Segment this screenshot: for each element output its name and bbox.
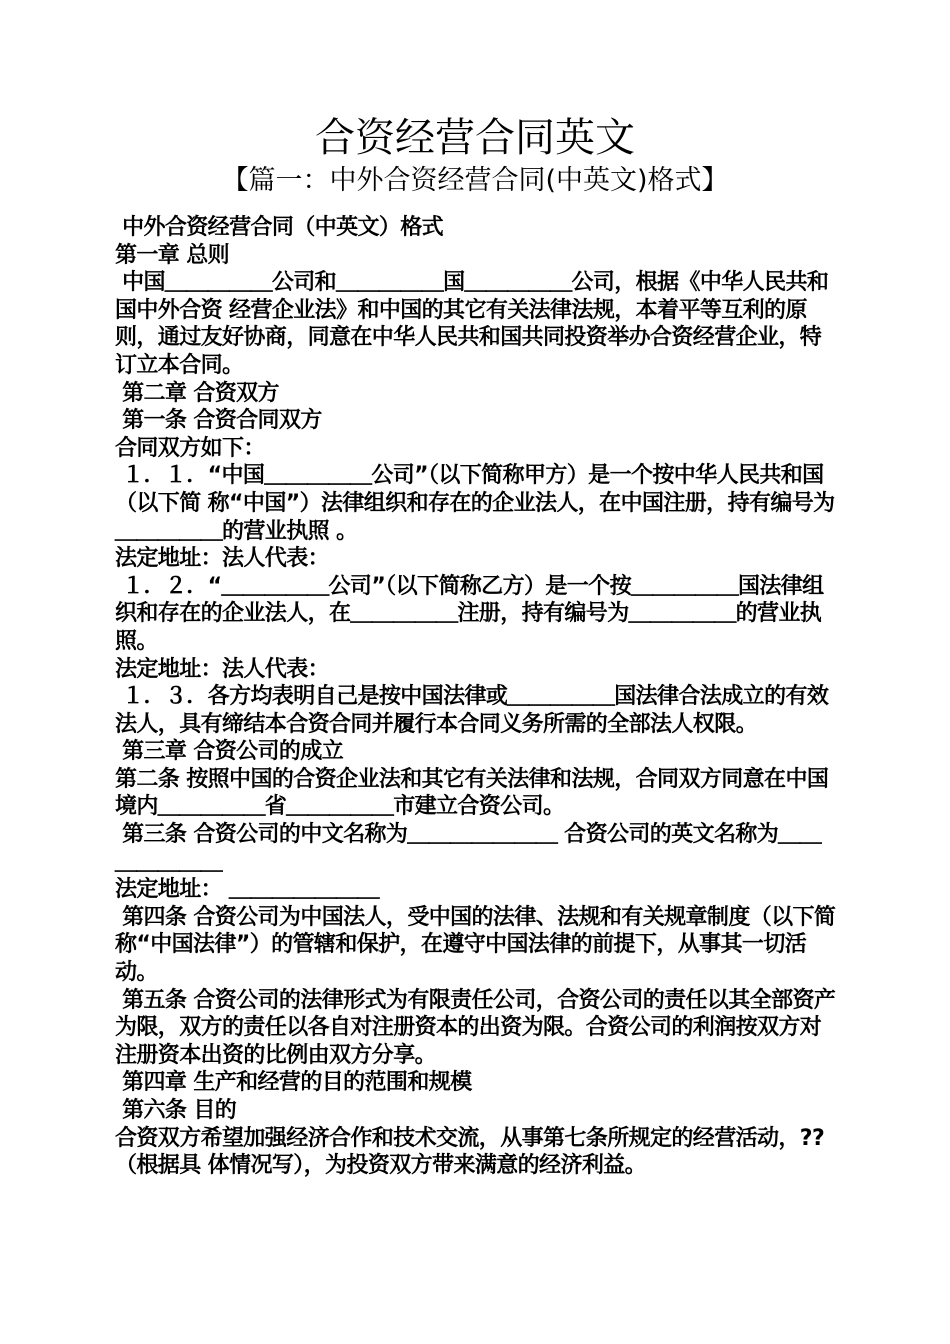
article-heading: 第六条 目的 [115, 1098, 237, 1123]
body-paragraph: 法定地址： ＿＿＿＿＿＿＿ [115, 877, 379, 903]
chapter-heading: 第三章 合资公司的成立 [115, 739, 344, 765]
body-paragraph: 法定地址：法人代表： [115, 546, 330, 572]
article-heading: 第一条 合资合同双方 [115, 408, 322, 434]
article-paragraph: 第四条 合资公司为中国法人，受中国的法律、法规和有关规章制度（以下简称“中国法律”）的管辖和保护，在遵守中国法律的前提下，从事其一切活动。 [115, 904, 836, 986]
chapter-heading: 第二章 合资双方 [115, 380, 279, 406]
chapter-heading: 第一章 总则 [115, 242, 230, 268]
article-paragraph: 合资双方希望加强经济合作和技术交流，从事第七条所规定的经营活动，??（根据具 体情况写），为投资双方带来满意的经济利益。 [115, 1125, 825, 1179]
clause-paragraph: １．２．“＿＿＿＿＿公司”（以下简称乙方）是一个按＿＿＿＿＿国法律组织和存在的企业法人，在＿＿＿＿＿注册，持有编号为＿＿＿＿＿的营业执照。 [115, 573, 824, 654]
document-subtitle: 【篇一：中外合资经营合同(中英文)格式】 [221, 165, 729, 196]
clause-paragraph: １．３．各方均表明自己是按中国法律或＿＿＿＿＿国法律合法成立的有效法人，具有缔结本合资合同并履行本合同义务所需的全部法人权限。 [115, 684, 829, 737]
preamble-paragraph: 中国＿＿＿＿＿公司和＿＿＿＿＿国＿＿＿＿＿公司，根据《中华人民共和国中外合资 经营企业法》和中国的其它有关法律法规，本着平等互利的原则，通过友好协商，同意在中华人民共和国共同投资举办合资经营企业，特订立本合同。 [115, 270, 829, 378]
article-paragraph: 第二条 按照中国的合资企业法和其它有关法律和法规，合同双方同意在中国境内＿＿＿＿＿省＿＿＿＿＿市建立合资公司。 [115, 766, 829, 820]
body-paragraph: 合同双方如下： [115, 435, 265, 461]
clause-paragraph: １．１．“中国＿＿＿＿＿公司”（以下简称甲方）是一个按中华人民共和国（以下简 称“中国”）法律组织和存在的企业法人，在中国注册，持有编号为＿＿＿＿＿的营业执照 。 [115, 463, 835, 544]
body-paragraph: 法定地址：法人代表： [115, 656, 330, 682]
document-body [115, 214, 840, 1180]
article-paragraph: 第五条 合资公司的法律形式为有限责任公司，合资公司的责任以其全部资产为限，双方的责任以各自对注册资本的出资为限。合资公司的利润按双方对注册资本出资的比例由双方分享。 [115, 987, 836, 1068]
chapter-heading: 第四章 生产和经营的目的范围和规模 [115, 1070, 472, 1096]
document-title: 合资经营合同英文 [315, 115, 635, 161]
section-heading: 中外合资经营合同（中英文）格式 [115, 215, 444, 240]
article-paragraph: 第三条 合资公司的中文名称为＿＿＿＿＿＿＿ 合资公司的英文名称为＿＿＿＿＿＿＿ [115, 822, 821, 875]
